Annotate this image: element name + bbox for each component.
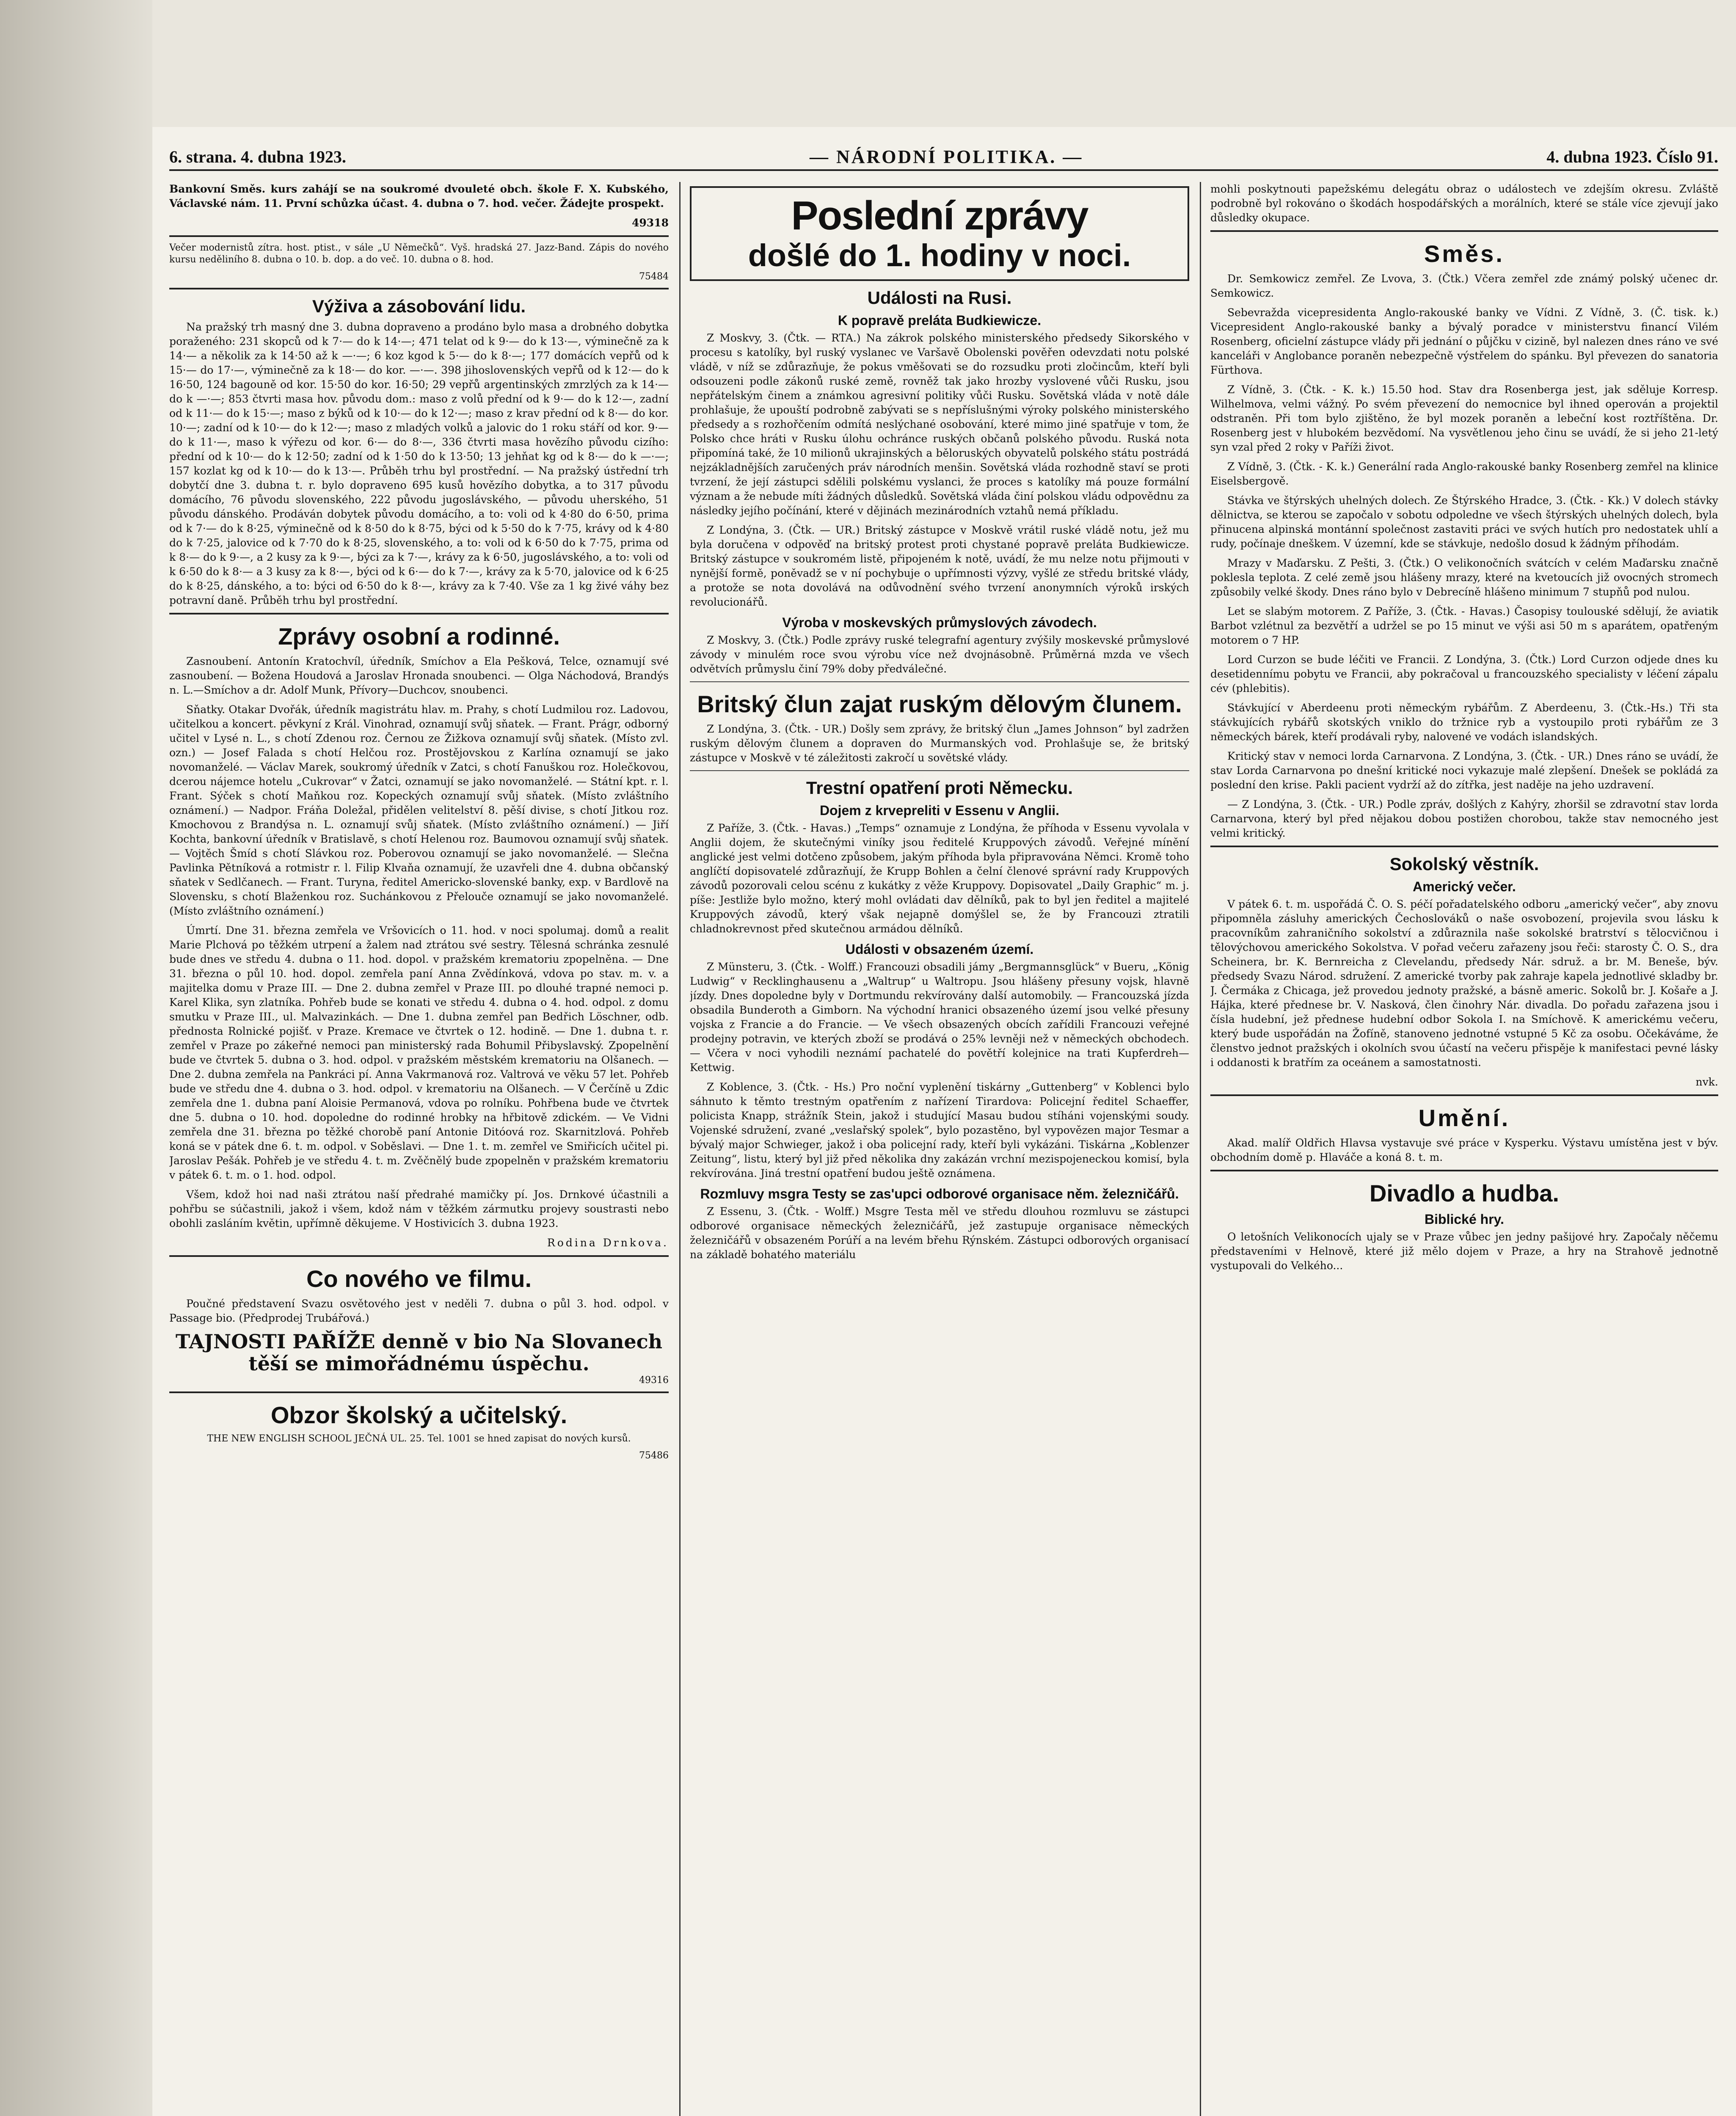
article-continuation: mohli poskytnouti papežskému delegátu obraz o událostech ve zdejším okresu. Zvláště podrobně byl rokováno o škodách hospodářských a morálních, které se stále více zjevují jako důsledky okupace. (1210, 183, 1718, 224)
heading-zpravy-osobni: Zprávy osobní a rodinné. (278, 623, 560, 650)
article-umeni: Akad. malíř Oldřich Hlavsa vystavuje své práce v Kysperku. Výstavu umístěna jest v býv. obchodním domě p. Hlaváče a koná 8. t. m. (1210, 1137, 1718, 1163)
smes-item: Sebevražda vicepresidenta Anglo-rakouské banky ve Vídni. Z Vídně, 3. (Č. tisk. k.) Vicepresident Anglo-rakouské banky a bývalý poradce v ministerstvu financí Vilém Rosenberg, oficielní zástupce vlády při jednání o půjčku v cizině, byl nalezen dnes ráno ve své kanceláři v Anglobance poraněn nebezpečně výstřelem do spánku. Byl převezen do sanatoria Fürthova. (1210, 306, 1718, 376)
divider (1210, 846, 1718, 847)
heading-sokol: Sokolský věstník. (1389, 854, 1539, 874)
article-koblenz: Z Koblence, 3. (Čtk. - Hs.) Pro noční vyplenění tiskárny „Guttenberg“ v Koblenci bylo sáhnuto k těmto trestným opatřením z nařízení Tirardova: Policejní ředitel Schaeffer, policista Knapp, strážník Stein, jakož i studující Masau budou stíháni vojenskými soudy. Vojenské sdružení, zvané „veslařský spolek“, bylo pozastěno, byl vypovězen major Tesmar a bývalý major Schwieger, jakož i oba policejní rady, kteří byli vykázáni. Tiskárna „Koblenzer Zeitung“, listu, který byl již před několika dny zakázán vrchní mezispojeneckou komisí, byla rekvírována. Jiná trestní opatření budou ještě oznámena. (690, 1081, 1189, 1179)
column-rule-1 (679, 182, 681, 2116)
article-trestni: Z Paříže, 3. (Čtk. - Havas.) „Temps“ oznamuje z Londýna, že příhoda v Essenu vyvolala v Anglii dojem, že skutečnými viníky jsou ředitelé Kruppových závodů. Veřejné mínění anglické jest velmi dotčeno způsobem, jakým příhoda byla připravována Němci. Kromě toho anglíčtí dopisovatelé zdůrazňují, že Krupp Bohlen a čelní členové správní rady Kruppových závodů pozorovali celou scénu z kukátky z věže Kruppovy. Dopisovatel „Daily Graphic“ m. j. píše: Jestliže bylo možno, který mohl ovládati dav dělníků, pak to byl jen ředitel a majitelé Kruppových závodů, který však nejapně domýšlel se, že by Francouzi ztratili chladnokrevnost před skutečnou armádou dělníků. (690, 822, 1189, 935)
subheading-dojem: Dojem z krvepreliti v Essenu v Anglii. (819, 803, 1060, 818)
subheading-poprave: K popravě preláta Budkiewicze. (838, 313, 1042, 328)
smes-item: Stávkující v Aberdeenu proti německým rybářům. Z Aberdeenu, 3. (Čtk.-Hs.) Tři sta stávkujících rybářů skotských vniklo do tržnice ryb a vystoupilo proti rybářům ze 3 německých bárek, kteří prodávali ryby, nalovené ve vodách islandských. (1210, 702, 1718, 743)
divider (690, 770, 1189, 771)
smes-item: Z Vídně, 3. (Čtk. - K. k.) Generální rada Anglo-rakouské banky Rosenberg zemřel na klinice Eiselsbergově. (1210, 460, 1718, 487)
header-left: 6. strana. 4. dubna 1923. (169, 147, 346, 166)
signature: nvk. (1695, 1076, 1718, 1088)
divider (1210, 230, 1718, 232)
ad-code: 75486 (639, 1450, 669, 1461)
header-right: 4. dubna 1923. Číslo 91. (1546, 147, 1718, 166)
divider (169, 1255, 669, 1257)
article-rozmluvy: Z Essenu, 3. (Čtk. - Wolff.) Msgre Testa měl ve středu dlouhou rozmluvu se zástupci odborové organisace německých železničářů, jež zastupuje organisace německých železničářů v obsazeném Porúří a na levém břehu Rýnském. Zástupci odborových organisací na základě bohatého materiálu (690, 1205, 1189, 1261)
heading-vyziva: Výživa a zásobování lidu. (312, 296, 526, 316)
article-vyroba: Z Moskvy, 3. (Čtk.) Podle zprávy ruské telegrafní agentury zvýšily moskevské průmyslové závody v minulém roce svou výrobu více než dvojnásobně. Průměrná mzda ve všech odvětvích průmyslu činí 79% doby předválečné. (690, 634, 1189, 675)
divider (1210, 1170, 1718, 1171)
divider (169, 1391, 669, 1393)
newspaper-page (152, 127, 1736, 2116)
heading-umeni: Umění. (1418, 1105, 1510, 1131)
article-sokol: V pátek 6. t. m. uspořádá Č. O. S. péčí pořadatelského odboru „americký večer“, aby znovu připomněla zásluhy amerických Čechoslováků o naše osvobození, projevila svou lásku k pracovníkům zahraničního sokolství a zdůraznila naše sokolské bratrství s tělocvičnou i tělovýchovou amerického Sokolstva. V pořad večeru zařazeny jsou řeči: starosty Č. O. S., dra Scheinera, br. K. Bernreicha z Clevelandu, předsedy Nár. sdruž. a br. M. Beneše, býv. předsedy Svazu Národ. sdružení. Z americké tvorby pak zahraje kapela jednotlivé skladby br. J. Čermáka z Chicaga, jež provedou jednoty pražské, a básně americ. Sokolů br. J. Košaře a J. Hájka, které přednese br. V. Nasková, člen činohry Nár. divadla. Do pořadu zařazena jsou i čísla hudební, jež přednese hudební odbor Sokola I. na Smíchově. K americkému večeru, který bude uspořádán na Žofíně, stanoveno jednotné vstupné 5 Kč za osobu. Očekáváme, že členstvo jednot pražských i okolních svou účastí na večeru přispěje k manifestaci pevné lásky i oddanosti k bratřím za oceánem a samostatnosti. (1210, 898, 1718, 1069)
page-header (169, 144, 1718, 171)
smes-item: Mrazy v Maďarsku. Z Pešti, 3. (Čtk.) O velikonočních svátcích v celém Maďarsku značně poklesla teplota. Z celé země jsou hlášeny mrazy, které na kvetoucích již ovocných stromech způsobily velké škody. Dnes ráno bylo v Debrecíně hlášeno minimum 7 stupňů pod nulou. (1210, 557, 1718, 598)
column-1 (169, 182, 669, 2116)
article-podekovani: Všem, kdož hoi nad naši ztrátou naší předrahé mamičky pí. Jos. Drnkové účastnili a pohřbu se súčastnili, jakož i všem, kdož nám v těžkém zármutku projevy soustrasti nebo obohli zasláním květin, upřímně děkujeme. V Hostivicích 3. dubna 1923. (169, 1188, 669, 1229)
heading-rozmluvy: Rozmluvy msgra Testy se zas'upci odborové organisace něm. železničářů. (700, 1186, 1179, 1201)
article-clun: Z Londýna, 3. (Čtk. - UR.) Došly sem zprávy, že britský člun „James Johnson“ byl zadržen ruským dělovým člunem a dopraven do Murmanských vod. Prohlašuje se, že britský zástupce v Moskvě v té záležitosti zakročí u sovětské vlády. (690, 723, 1189, 764)
main-subheadline: došlé do 1. hodiny v noci. (748, 238, 1131, 273)
smes-item: Stávka ve štýrských uhelných dolech. Ze Štýrského Hradce, 3. (Čtk. - Kk.) V dolech stávky dělnictva, se kterou se započalo v sobotu odpoledne ve všech štýrských uhelných dolech, byla přinucena alpinská montánní společnost zastaviti práci ve svých hutích pro nedostatek uhlí a rudy, počínaje dneškem. V územní, kde se stávkuje, nedošlo dosud k žádným příhodám. (1210, 494, 1718, 550)
article-divadlo: O letošních Velikonocích ujaly se v Praze vůbec jen jedny pašijové hry. Započaly něčemu představeními v Helnově, které již mělo dojem v Praze, a hry na Strahově jednotně vystupovali do Velkého... (1210, 1231, 1718, 1272)
ad-bankovni: Bankovní Směs. kurs zahájí se na soukromé dvouleté obch. škole F. X. Kubského, Václavské nám. 11. První schůzka účast. 4. dubna o 7. hod. večer. Žádejte prospekt. (169, 183, 669, 209)
heading-divadlo: Divadlo a hudba. (1369, 1180, 1560, 1207)
article-snatky: Sňatky. Otakar Dvořák, úředník magistrátu hlav. m. Prahy, s chotí Ludmilou roz. Ladovou, učitelkou a koncert. pěvkyní z Král. Vinohrad, oznamují svůj sňatek. — Frant. Prágr, odborný učitel v Lysé n. L., s chotí Zdenou roz. Černou ze Žižkova oznamují svůj sňatek. (Místo zvl. ozn.) — Josef Falada s chotí Helčou roz. Prostějovskou z Karlína oznamují se jako novomanželé. — Václav Marek, soukromý úředník v Zatci, s chotí Fanuškou roz. Holečkovou, dcerou nájemce hotelu „Cukrovar“ v Žatci, oznamují se jako novomanželé. — Státní kpt. r. l. Frant. Sýček s chotí Maňkou roz. Kopeckých oznamují svůj sňatek. (Místo zvláštního oznámení.) — Nadpor. Fráňa Doležal, přidělen velitelství 8. pěší divise, s chotí Jitkou roz. Kmochovou z Brandýsa n. L. oznamují svůj sňatek. (Místo zvláštního oznámení.) — Jiří Kochta, bankovní úředník v Bratislavě, s chotí Helenou roz. Baumovou oznamují svůj sňatek. — Vojtěch Šmíd s chotí Slávkou roz. Poberovou oznamují se jako novomanželé. — Slečna Pavlinka Pětníková a rotmistr r. l. Filip Klvaňa oznamují, že uzavřeli dne 4. dubna občanský sňatek v Sedlčanech. — Frant. Turyna, ředitel Americko-slovenské banky, exp. v Bardlově na Slovensku, s chotí Blaženkou roz. Suchánkovou z Přelouče oznamují se jako novomanželé. (Místo zvláštního oznámení.) (169, 703, 669, 917)
article-rusi-2: Z Londýna, 3. (Čtk. — UR.) Britský zástupce v Moskvě vrátil ruské vládě notu, jež mu byla doručena v odpověď na britský protest proti chystané popravě preláta Budkiewicze. Britský zástupce v soukromém listě, připojeném k notě, uvádí, že mu nelze notu přijmouti v nynější formě, poněvadž se v ní pochybuje o upřímnosti výzvy, vyšlé ze středu britské vlády, a protože se nota dovolává na odůvodnění svého tvrzení anonymních výroků irských revolucionářů. (690, 524, 1189, 608)
subheading-americky: Americký večer. (1413, 879, 1516, 894)
signature: Rodina Drnkova. (547, 1237, 669, 1249)
article-rusi-1: Z Moskvy, 3. (Čtk. — RTA.) Na zákrok polského ministerského předsedy Sikorského v procesu s katolíky, byl ruský vyslanec ve Varšavě Obolenski pověřen odevzdati notu polské vládě, v níž se zdůrazňuje, že pokus vměšovati se do rozsudku proti zločincům, kteří byli odsouzeni podle zákonů ruské země, rovněž tak jako hrozby vyslovené vůči Rusku, jsou nepřátelským činem a známkou agresivní politiky vůči Rusku. Sovětská vláda v notě dále prohlašuje, že upouští podrobně zabývati se s nepříslušnými výroky polského ministerského předsedy a s rozhořčením odmítá neslýchané osobování, které mimo jiné spatřuje v tom, že Polsko chce hráti v Rusku úlohu ochránce ruských občanů polského původu. Ruská nota připomíná také, že 10 milionů ukrajinských a běloruských obyvatelů polského státu postrádá nejzákladnějších zaručených práv národních menšin. Sovětská vláda rozhodně staví se proti tvrzení, že její zástupci sdělili polskému vyslanci, že proces s katolíky má pouze formální význam a že nebude míti žádných důsledků. Sovětská vláda činí polskou vládu odpovědnu za následky jejího počínání, které v dějinách mezinárodních vztahů nemá příkladu. (690, 332, 1189, 517)
smes-item: Kritický stav v nemoci lorda Carnarvona. Z Londýna, 3. (Čtk. - UR.) Dnes ráno se uvádí, že stav Lorda Carnarvona po dnešní kritické noci vykazuje malé zlepšení. Dnešek se pokládá za poslední den krise. Pakli pacient vydrží až do zítřka, jest naděje na jeho uzdravení. (1210, 750, 1718, 791)
column-rule-2 (1200, 182, 1201, 2116)
smes-item: Let se slabým motorem. Z Paříže, 3. (Čtk. - Havas.) Časopisy toulouské sdělují, že aviatik Barbot vzlétnul za bezvětří a udržel se po 15 minut ve výši asi 50 m s aparátem, opatřeným motorem o 7 HP. (1210, 605, 1718, 646)
ad-code: 75484 (639, 271, 669, 282)
smes-item: Dr. Semkowicz zemřel. Ze Lvova, 3. (Čtk.) Včera zemřel zde známý polský učenec dr. Semkowicz. (1210, 273, 1718, 299)
divider (690, 681, 1189, 682)
article-munster: Z Münsteru, 3. (Čtk. - Wolff.) Francouzi obsadili jámy „Bergmannsglück“ v Bueru, „König Ludwig“ v Recklinghausenu a „Waltrup“ u Waltropu. Jsou hlášeny přesuny vojsk, hlavně jízdy. Dnes dopoledne byly v Dortmundu rekvírovány další automobily. — Francouzská jízda obsadila Bunderoth a Gimborn. Na východní hranici obsazeného území jsou velké přesuny vojska z Francie a do Francie. — Ve všech obsazených obcích zařídili Francouzi veřejné prodejny potravin, ve kterých zboží se prodává o 25% levněji než v německých obchodech. — Včera v noci vyhodili neznámí pachatelé do povětří kolejnice na trati Kupferdreh—Kettwig. (690, 961, 1189, 1074)
heading-trestni: Trestní opatření proti Německu. (806, 778, 1073, 798)
heading-vyroba: Výroba v moskevských průmyslových závodech. (782, 615, 1097, 630)
main-headline: Poslední zprávy (791, 193, 1088, 238)
heading-film: Co nového ve filmu. (306, 1265, 532, 1292)
divider (169, 235, 669, 237)
heading-smes: Směs. (1424, 240, 1505, 267)
masthead: — NÁRODNÍ POLITIKA. — (809, 146, 1083, 167)
divider (1210, 1094, 1718, 1096)
subheading-biblicke: Biblické hry. (1425, 1212, 1504, 1227)
ad-tajnosti-parize: TAJNOSTI PAŘÍŽE denně v bio Na Slovanech těší se mimořádnému úspěchu. (175, 1330, 663, 1375)
page-shadow-edge (0, 0, 152, 2116)
column-2 (690, 182, 1189, 2116)
ad-vecer: Večer modernistů zítra. host. ptist., v sále „U Němečků“. Vyš. hradská 27. Jazz-Band. Zápis do nového kursu neděliního 8. dubna o 10. b. dop. a do več. 10. dubna o 8. hod. (169, 242, 669, 265)
article-zasnoubeni: Zasnoubení. Antonín Kratochvíl, úředník, Smíchov a Ela Pešková, Telce, oznamují své zasnoubení. — Božena Houdová a Jaroslav Hronada snoubenci. — Olga Náchodová, Brandýs n. L.—Smíchov a dr. Adolf Munk, Přívory—Duchcov, snoubenci. (169, 655, 669, 696)
main-headline-box (690, 186, 1189, 281)
article-vyziva: Na pražský trh masný dne 3. dubna dopraveno a prodáno bylo masa a drobného dobytka poraženého: 231 skopců od k 7·— do k 14·—; 471 telat od k 9·— do k 13·—, výminečně za k 14·— a několik za k 14·50 až k —·—; 6 koz kgod k 5·— do k 8·—; 177 domácích vepřů od k 15·— do 17·—, výminečně za k 18·— do kor. —·—. 398 jihoslovenských vepřů od k 12·— do k 16·50, 124 bagouně od kor. 15·50 do kor. 16·50; 29 vepřů argentinských zmrzlých za k 14·— do k —·—; 853 čtvrti masa hov. původu dom.: maso z volů přední od k 9·— do k 12·—, zadní od k 11·— do k 15·—; maso z býků od k 10·— do k 12·—; maso z krav přední od k 8·— do kor. 10·—; zadní od k 10·— do k 12·—; maso z mladých volků a jalovic do 1 roku stáří od kor. 9·— do k 11·—, maso k výřezu od kor. 6·— do 8·—, 336 čtvrti masa hovězího původu cizího: přední od k 10·— do k 12·50; zadní od k 1·50 do k 13·50; 13 jehňat kg od k 8·— do k —·—; 157 kozlat kg od k 10·— do k 13·—. Průběh trhu byl prostřední. — Na pražský ústřední trh dobytčí dne 3. dubna t. r. bylo dopraveno 695 kusů hovězího dobytka, a to 317 původu domácího, 76 původu slovenského, 222 původu jugoslávského, — původu uherského, 51 původu dánského. Prodáván dobytek původu domácího, a to: voli od k 4·80 do 6·50, prima od k 7·— do k 8·25, výminečně od k 8·50 do k 8·75, býci od k 5·50 do k 7·75, krávy od k 4·80 do k 7·25, jalovice od k 7·70 do k 8·25, slovenského, a to: voli od k 6·50 do k 7·75, prima od k 8·— do k 9·—, a 2 kusy za k 9·—, býci za k 7·—, krávy za k 6·50, jugoslávského, a to: voli od k 6·50 do k 8·— a 3 kusy za k 8·—, býci od k 6·— do k 7·—, krávy za k 5·70, jalovice od k 6·25 do k 8·25, dánského, a to: býci od 6·50 do k 8·—, krávy za k 7·40. Vše za 1 kg živé váhy bez potravní daně. Průběh trhu byl prostřední. (169, 321, 669, 606)
ad-code: 49318 (632, 217, 669, 229)
heading-rusi: Události na Rusi. (867, 288, 1012, 308)
ad-english-school: THE NEW ENGLISH SCHOOL JEČNÁ UL. 25. Tel. 1001 se hned zapisat do nových kursů. (207, 1433, 631, 1444)
ad-code: 49316 (639, 1375, 669, 1386)
smes-item: Z Vídně, 3. (Čtk. - K. k.) 15.50 hod. Stav dra Rosenberga jest, jak sděluje Korresp. Wilhelmova, velmi vážný. Po svém převezení do nemocnice byl ihned operován a projektil odstraněn. Při tom bylo zjištěno, že byl mozek poraněn a lebeční kost roztříštěna. Dr. Rosenberg jest v hlubokém bezvědomí. Na vysvětlenou jeho činu se uvádí, že si jeho 21-letý syn vzal před 2 roky v Paříži život. (1210, 383, 1718, 453)
smes-item: — Z Londýna, 3. (Čtk. - UR.) Podle zpráv, došlých z Kahýry, zhoršil se zdravotní stav lorda Carnarvona, který byl před nějakou dobou postižen chorobou, takže stav nemocného jest velmi kritický. (1210, 798, 1718, 839)
heading-obzor: Obzor školský a učitelský. (270, 1402, 568, 1428)
article-film: Poučné představení Svazu osvětového jest v neděli 7. dubna o půl 3. hod. odpol. v Passage bio. (Předprodej Trubářová.) (169, 1298, 669, 1324)
article-umrti: Úmrtí. Dne 31. března zemřela ve Vršovicích o 11. hod. v noci spolumaj. domů a realit Marie Plchová po těžkém utrpení a žalem nad ztrátou své sestry. Tělesná schránka zesnulé bude dnes ve středu 4. dubna o 11. hod. dopol. v pražském krematoriu zpopelněna. — Dne 31. března o půl 10. hod. dopol. zemřela paní Anna Zvědínková, vdova po stav. m. v. a majitelka domu v Praze III. — Dne 2. dubna zemřel v Praze III. po dlouhé trapné nemoci p. Karel Klika, syn zlatníka. Pohřeb bude se konati ve středu 4. dubna o 4. hod. odpol. z domu smutku v Praze III., ul. Malvazinkách. — Dne 1. dubna zemřel pan Bedřich Löschner, odb. přednosta Rolnické pojišť. v Praze. Kremace ve čtvrtek o 12. hodině. — Dne 1. dubna t. r. zemřel v Praze po zákeřné nemoci pan ministerský rada Bohumil Přibyslavský. Zpopelnění bude ve čtvrtek 5. dubna o 3. hod. odpol. v pražském městském krematoriu na Olšanech. — Dne 2. dubna zemřela na Pankráci pí. Anna Vakrmanová roz. Valtrová ve věku 57 let. Pohřeb bude ve středu dne 4. dubna o 3. hod. odpol. v krematoriu na Olšanech. — V Čerčíně u Zdic zemřela dne 1. dubna paní Aloisie Permanová, vdova po rolníku. Pohřbena bude ve čtvrtek dne 5. dubna o 10. hod. dopoledne do rodinné hrobky na hřbitově zdickém. — Ve Vidni zemřela dne 31. března po těžké chorobě paní Antonie Ditóová roz. Skarnitzlová. Pohřeb koná se v pátek dne 6. t. m. odpol. v Soběslavi. — Dne 1. t. m. zemřel ve Smiřicích učitel pi. Jaroslav Pešák. Pohřeb je ve středu 4. t. m. Zvěčnělý bude zpopelněn v pražském krematoriu v pátek 6. t. m. o 1. hod. odpol. (169, 924, 669, 1181)
smes-item: Lord Curzon se bude léčiti ve Francii. Z Londýna, 3. (Čtk.) Lord Curzon odjede dnes ku desetidennímu pobytu ve Francii, aby pokračoval u francouzského specialisty v léčení zápalu cév (phlebitis). (1210, 653, 1718, 694)
heading-udalosti: Události v obsazeném území. (845, 942, 1034, 957)
divider (169, 288, 669, 289)
heading-clun: Britský člun zajat ruským dělovým člunem. (697, 691, 1182, 717)
column-3 (1210, 182, 1718, 2116)
divider (169, 613, 669, 614)
